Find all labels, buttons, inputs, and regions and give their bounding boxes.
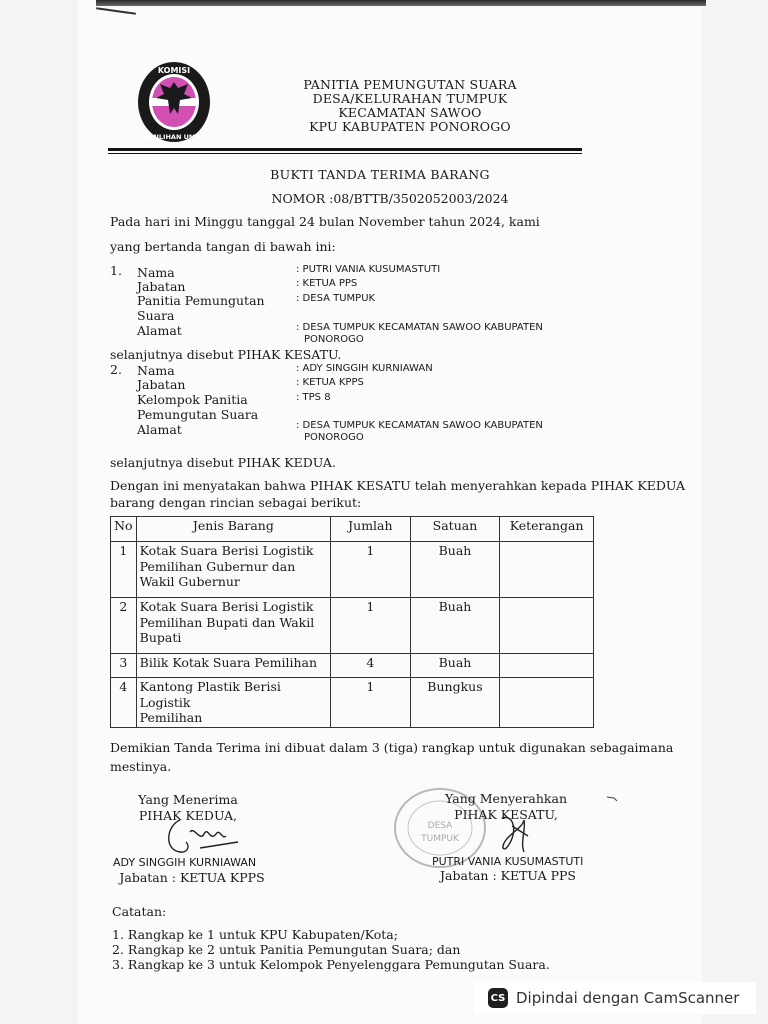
cell-jenis-line: Pemilihan Gubernur dan bbox=[139, 558, 296, 574]
closing-line-2: mestinya. bbox=[110, 759, 172, 774]
cell-jenis-line: Pemilihan Bupati dan Wakil bbox=[139, 614, 315, 630]
cell-jumlah: 4 bbox=[331, 654, 411, 678]
cell-no: 3 bbox=[111, 654, 137, 678]
cell-keterangan bbox=[500, 654, 594, 678]
party2-label-jabatan: Jabatan bbox=[137, 377, 186, 392]
receiver-name: ADY SINGGIH KURNIAWAN bbox=[113, 856, 257, 869]
letterhead-line: PANITIA PEMUNGUTAN SUARA bbox=[303, 77, 517, 92]
party2-value-kelompok: : TPS 8 bbox=[296, 392, 331, 403]
closing-line-1: Demikian Tanda Terima ini dibuat dalam 3 (tiga) rangkap untuk digunakan sebagaimana bbox=[110, 740, 674, 755]
scan-top-edge bbox=[96, 0, 706, 6]
party2-closing: selanjutnya disebut PIHAK KEDUA. bbox=[110, 455, 336, 470]
header-keterangan: Keterangan bbox=[500, 517, 594, 542]
notes-item: 2. Rangkap ke 2 untuk Panitia Pemungutan Suara; dan bbox=[112, 942, 461, 957]
notes-heading: Catatan: bbox=[112, 904, 167, 919]
party1-label-alamat: Alamat bbox=[137, 323, 182, 338]
header-no: No bbox=[111, 517, 137, 542]
party2-alamat-line-2: PONOROGO bbox=[304, 432, 364, 443]
party2-number: 2. bbox=[110, 362, 122, 377]
notes-item: 1. Rangkap ke 1 untuk KPU Kabupaten/Kota; bbox=[112, 927, 398, 942]
table-row bbox=[111, 654, 594, 678]
cell-satuan: Bungkus bbox=[410, 678, 500, 728]
svg-text:PEMILIHAN UMUM: PEMILIHAN UMUM bbox=[140, 133, 208, 141]
cell-no: 4 bbox=[111, 678, 137, 728]
cell-jenis-line: Bupati bbox=[139, 630, 182, 645]
header-jumlah: Jumlah bbox=[331, 517, 411, 542]
intro-line-2: yang bertanda tangan di bawah ini: bbox=[110, 239, 336, 254]
receiver-label: Yang Menerima bbox=[138, 792, 238, 807]
letterhead-rule-thick bbox=[108, 148, 582, 151]
camscanner-icon: CS bbox=[488, 988, 508, 1008]
cell-satuan: Buah bbox=[410, 654, 500, 678]
giver-signature bbox=[494, 812, 534, 858]
letterhead-line: DESA/KELURAHAN TUMPUK bbox=[312, 91, 508, 106]
camscanner-watermark bbox=[474, 982, 756, 1014]
cell-jenis-line: Pemilihan bbox=[139, 710, 203, 725]
receiver-party: PIHAK KEDUA, bbox=[138, 808, 238, 823]
cell-keterangan bbox=[500, 542, 594, 598]
party1-closing: selanjutnya disebut PIHAK KESATU. bbox=[110, 347, 342, 362]
statement-line-2: barang dengan rincian sebagai berikut: bbox=[110, 495, 362, 510]
party1-value-nama: : PUTRI VANIA KUSUMASTUTI bbox=[296, 264, 441, 275]
cell-jenis-line: Wakil Gubernur bbox=[139, 574, 240, 589]
cell-jenis-line: Kotak Suara Berisi Logistik bbox=[139, 543, 314, 558]
cell-jenis bbox=[136, 678, 330, 728]
cell-jenis bbox=[136, 598, 330, 654]
cell-jumlah: 1 bbox=[331, 542, 411, 598]
cell-jenis-line: Kantong Plastik Berisi Logistik bbox=[139, 679, 281, 710]
camscanner-text: Dipindai dengan CamScanner bbox=[516, 989, 740, 1007]
cell-keterangan bbox=[500, 678, 594, 728]
table-row bbox=[111, 542, 594, 598]
items-table bbox=[110, 516, 594, 728]
cell-jenis-line: Bilik Kotak Suara Pemilihan bbox=[139, 655, 318, 670]
table-row bbox=[111, 678, 594, 728]
giver-label: Yang Menyerahkan bbox=[444, 791, 568, 806]
giver-name: PUTRI VANIA KUSUMASTUTI bbox=[432, 855, 584, 868]
party1-alamat-line-2: PONOROGO bbox=[304, 334, 364, 345]
party2-label-nama: Nama bbox=[137, 363, 175, 378]
letterhead bbox=[230, 78, 590, 134]
table-header-row bbox=[111, 517, 594, 542]
document-number: NOMOR :08/BTTB/3502052003/2024 bbox=[271, 191, 509, 206]
document-title: BUKTI TANDA TERIMA BARANG bbox=[270, 167, 490, 182]
letterhead-line: KPU KABUPATEN PONOROGO bbox=[309, 119, 511, 134]
cell-keterangan bbox=[500, 598, 594, 654]
letterhead-line: KECAMATAN SAWOO bbox=[338, 105, 482, 120]
header-satuan: Satuan bbox=[410, 517, 500, 542]
intro-line-1: Pada hari ini Minggu tanggal 24 bulan November tahun 2024, kami bbox=[110, 214, 540, 229]
cell-no: 1 bbox=[111, 542, 137, 598]
party1-label-jabatan: Jabatan bbox=[137, 279, 186, 294]
svg-text:DESA: DESA bbox=[427, 821, 453, 831]
pen-mark bbox=[606, 796, 618, 802]
cell-no: 2 bbox=[111, 598, 137, 654]
party2-value-alamat bbox=[296, 420, 543, 444]
party1-label-panitia: Panitia Pemungutan bbox=[137, 293, 265, 308]
receiver-signature bbox=[160, 812, 240, 862]
party1-value-alamat bbox=[296, 322, 543, 346]
party2-label-kelompok: Kelompok Panitia bbox=[137, 392, 248, 407]
kpu-logo bbox=[136, 60, 212, 144]
giver-role: Jabatan : KETUA PPS bbox=[440, 868, 576, 883]
party2-label-alamat: Alamat bbox=[137, 422, 182, 437]
party1-label-nama: Nama bbox=[137, 265, 175, 280]
party2-value-jabatan: : KETUA KPPS bbox=[296, 377, 364, 388]
party1-number: 1. bbox=[110, 263, 122, 278]
party2-label-pemungutan: Pemungutan Suara bbox=[137, 407, 259, 422]
party2-value-nama: : ADY SINGGIH KURNIAWAN bbox=[296, 363, 433, 374]
header-jenis-barang: Jenis Barang bbox=[136, 517, 330, 542]
table-row bbox=[111, 598, 594, 654]
party1-value-jabatan: : KETUA PPS bbox=[296, 278, 358, 289]
party2-alamat-line-1: : DESA TUMPUK KECAMATAN SAWOO KABUPATEN bbox=[296, 420, 543, 431]
party1-label-suara: Suara bbox=[137, 308, 175, 323]
notes-item: 3. Rangkap ke 3 untuk Kelompok Penyelenggara Pemungutan Suara. bbox=[112, 957, 550, 972]
svg-text:TUMPUK: TUMPUK bbox=[421, 834, 459, 844]
giver-party: PIHAK KESATU, bbox=[454, 807, 558, 822]
party1-alamat-line-1: : DESA TUMPUK KECAMATAN SAWOO KABUPATEN bbox=[296, 322, 543, 333]
cell-jenis bbox=[136, 654, 330, 678]
cell-jumlah: 1 bbox=[331, 598, 411, 654]
statement-line-1: Dengan ini menyatakan bahwa PIHAK KESATU telah menyerahkan kepada PIHAK KEDUA bbox=[110, 478, 686, 493]
cell-satuan: Buah bbox=[410, 598, 500, 654]
party1-value-panitia: : DESA TUMPUK bbox=[296, 293, 376, 304]
letterhead-rule-thin bbox=[108, 153, 582, 154]
cell-jenis-line: Kotak Suara Berisi Logistik bbox=[139, 599, 314, 614]
receiver-role: Jabatan : KETUA KPPS bbox=[119, 870, 265, 885]
cell-jenis bbox=[136, 542, 330, 598]
svg-text:KOMISI: KOMISI bbox=[157, 66, 191, 75]
cell-satuan: Buah bbox=[410, 542, 500, 598]
cell-jumlah: 1 bbox=[331, 678, 411, 728]
